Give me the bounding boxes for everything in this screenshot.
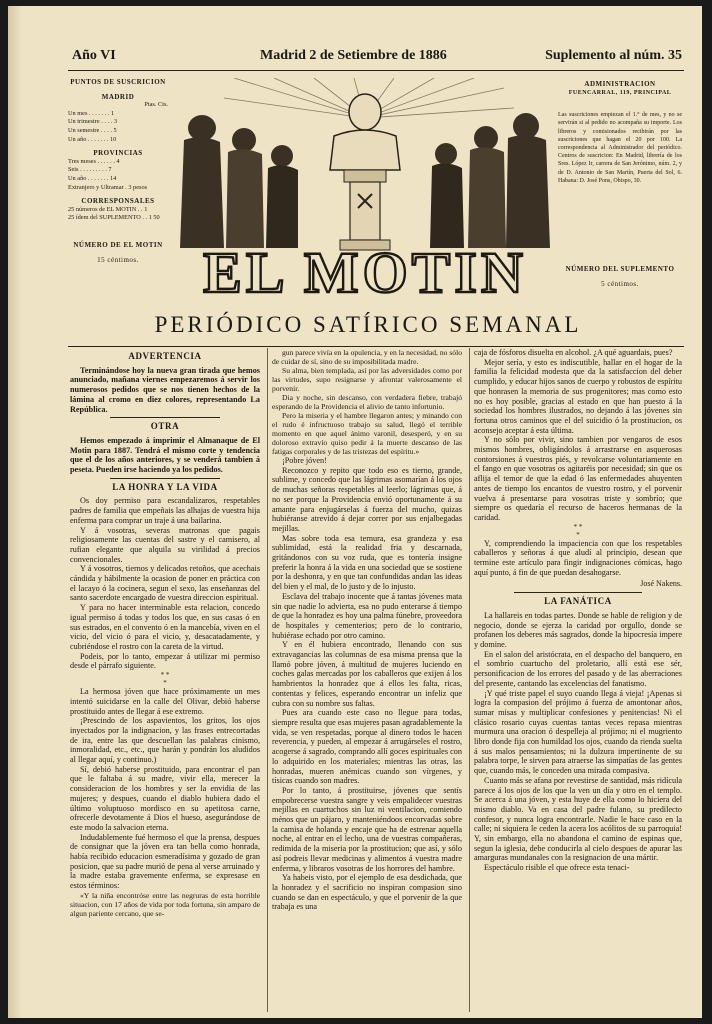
corresponsales-row: 25 ídem del SUPLEMENTO . . 1 50	[68, 214, 160, 222]
column-separator	[267, 348, 268, 1012]
fanatica-heading: LA FANÁTICA	[544, 596, 612, 607]
column-2	[272, 348, 462, 1012]
quoted-paragraph: Dia y noche, sin descanso, con verdadera fiebre, trabajó esperando de la Providencia el alivio de tanto infortunio.	[272, 393, 462, 411]
asterism: * * *	[573, 522, 583, 539]
administration-box	[558, 80, 682, 288]
otra-text: Hemos empezado á imprimir el Almanaque de El Motin para 1887. Tendrá el mismo corte y tendencia que el de los años anteriores, y se venderá tambien á peseta. Pueden irse haciendo ya los pedidos.	[70, 435, 260, 475]
administration-text: Las suscriciones empiezan el 1.° de mes, y no se servirán si al pedido no acompaña su importe. Los libreros y comisionados recibirán por las suscriciones que hagan el 20 por 100. La correspondencia al Administrador del periódico. Centros de suscricion: En Madrid, librería de los Sres. López Ir, carrera de San Jerónimo, núm. 2, y de D. Antonio de San Martín, Puerta del Sol, 6. Habana: D. José Pons, Obispo, 30.	[558, 112, 682, 184]
column-1	[70, 348, 260, 1012]
asterism: * * *	[160, 671, 170, 688]
paragraph: Indudablemente fué hermoso el que la prensa, despues de consignar que la jóven era tan bella como honrada, había recibido educacion esmeradísima y gozado de gran posicion, que su padre murió de pena al verse arruinado y la madre estaba gravemente enferma, se expresase en estos términos:	[70, 832, 260, 891]
central-bust	[330, 94, 400, 250]
paragraph: Y no sólo por vivir, sino tambien por vengaros de esos mismos hombres, obligándolos á arrastrarse en asquerosas contorsiones á vuestros piés, y revolcarse voluntariamente en el fango en que vosotras os agitaréis por necesidad; sin que os aflija el temor de que la edad ó las enfermedades ahuyenten antes de tiempo los encantos de vuestro rostro, y el porvenir vuelva á presentarse para vosotras triste y sombrío; que siempre os quedaría el recurso de haceros hermanas de la caridad.	[474, 435, 682, 522]
administration-title: ADMINISTRACION	[584, 80, 656, 88]
quoted-paragraph: gun parece vivía en la opulencia, y en la necesidad, no sólo de cuidar de sí, sino de su imposibilitada madre.	[272, 348, 462, 366]
madrid-column-label: Ptas. Cts.	[144, 101, 168, 109]
paragraph: Y en él hubiera encontrado, llenando con sus extravagancias las columnas de esa misma prensa que la llamó pobre jóven, á multitud de mujeres luciendo en coches galas mercadas por los caballeros que exijen á los hambrientos la honradez que á ellos les falta, ricas, contentas y felices, esperando encontrar un infeliz que cubra con su nombre sus faltas.	[272, 640, 462, 708]
paragraph: Y, comprendiendo la impaciencia con que los respetables caballeros y señoras á que aludí al principio, desean que termine este artículo para fingir indignaciones cómicas, hago aquí punto, á fin de que puedan desahogarse.	[474, 538, 682, 577]
divider	[514, 592, 642, 593]
paragraph: caja de fósforos disuelta en alcohol. ¿A qué aguardais, pues?	[474, 348, 673, 357]
paragraph: La hallareis en todas partes. Donde se hable de religion y de negocio, donde se ejerza la caridad por orgullo, donde se profanen los deberes más sagrados, donde la hipocresía impere y domine.	[474, 610, 682, 649]
paragraph: Y para no hacer interminable esta relacion, concedo igual permiso á todas y todos los que, en sus casas ó en sus estrados, en el convento ó en la mancebía, viven en el vicio, del vicio ó para el vicio, y, desacatadamente, y cubriéndose el rostro con la careta de la virtud.	[70, 603, 260, 651]
advertencia-text: Terminándose hoy la nueva gran tirada que hemos anunciado, mañana viernes empezaremos á servir los numerosos pedidos que se nos tienen hechos de la lámina al cromo en diez colores, representando La República.	[70, 365, 260, 414]
subtitle-rule	[68, 346, 684, 347]
provincias-row: Tres meses . . . . . . 4	[68, 157, 120, 165]
subscription-box	[68, 78, 168, 264]
author-signature: José Nakens.	[640, 579, 682, 589]
provincias-row: Un año . . . . . . . 14	[68, 174, 117, 182]
column-separator	[469, 348, 470, 1012]
administration-address: FUENCARRAL, 119, PRINCIPAL	[568, 89, 672, 96]
paragraph: Pues ara cuando este caso no llegue para todas, siempre resulta que esas mujeres pasan agradablemente la vida, se ven respetadas, porque al dinero todos le hacen reverencia, y pueden, al empezar á arrugárseles el rostro, acogerse á sagrado, comprando allí goces espirituales con lo adquirido en los materiales; mientras las otras, las honradas, mueren anémicas cuando son vírgenes, y tísicas cuando son madres.	[272, 708, 462, 786]
provincias-heading: PROVINCIAS	[93, 149, 143, 158]
madrid-row: Un mes . . . . . . . 1	[68, 109, 115, 117]
provincias-row: Seis . . . . . . . . . 7	[68, 166, 112, 174]
newspaper-page	[8, 6, 702, 1018]
madrid-heading: MADRID	[101, 92, 135, 101]
honra-heading: LA HONRA Y LA VIDA	[112, 481, 218, 492]
advertencia-heading: ADVERTENCIA	[128, 351, 202, 361]
masthead-illustration	[174, 78, 556, 306]
otra-heading: OTRA	[150, 421, 180, 432]
issue-year: Año VI	[72, 48, 116, 63]
divider	[110, 478, 220, 479]
paragraph: Cuanto más se afana por revestirse de santidad, más ridícula parece á los ojos de los que la ven un día y otro en el templo. Se acerca á una jóven, y esta huye de ella como lo hiciera del mismo diablo. Va en casa del padre fulano, su predilecto confesor, y nunca logra encontrarle. Nadie le hace caso en la calle; ni siquiera le ceden la acera los acólitos de su parroquia! Y, sin embargo, ella no abandona el camino de espinas que, segun la iglesia, debe conducirla al cielo despues de apurar las amarguras mundanales con la resignacion de una mártir.	[474, 775, 682, 863]
paragraph: Sí, debió haberse prostituido, para encontrar el pan que le faltaba á su madre, vivir ella, merecer la consideracion de los hombres y ser la envidia de las mujeres; y despues, cuando el diablo hubiera dado el último voluptuoso mordisco en su apetitosa carne, ofrecerle devotamente á Dios el hueso, asegurándose de este modo la salvacion eterna.	[70, 764, 260, 832]
quoted-paragraph: «Y la niña encontróse entre las negruras de esta horrible situacion, con 17 años de vida por toda fortuna, sin amparo de algun pariente cercano, que se-	[70, 890, 260, 918]
paragraph: Espectáculo risible el que ofrece esta tenaci-	[484, 863, 630, 873]
subscription-title: PUNTOS DE SUSCRICION	[70, 78, 166, 86]
madrid-row: Un año . . . . . . . 10	[68, 135, 117, 143]
paragraph: Esclava del trabajo inocente que á tantas jóvenes mata sin que nadie lo advierta, esa no pudo enterarse á tiempo de que la honradez es hoy una palma fúnebre, proveedora de hospitales y cementerios; pero de lo contrario, hubiérase echado por otro camino.	[272, 591, 462, 640]
paragraph: En el salon del aristócrata, en el despacho del banquero, en el sombrío cuartucho del proletario, allí está ese sér, personificacion de los errores del pasado y de las aberraciones del presente, cantando las excelencias del fanatismo.	[474, 649, 682, 688]
madrid-row: Un semestre . . . . 5	[68, 126, 117, 134]
paragraph: ¡Y qué triste papel el suyo cuando llega á vieja! ¡Apenas si logra la compasion del prójimo á fuerza de amontonar años, sumar misas y multiplicar confesiones y penitencias! Ni el clásico rosario cuyas cuentas tantas veces repasa mientras murmura una oracion ó despelleja al prójimo; ni el mugriento libro donde fija con humildad los ojos, cuando da rienda suelta á sus malos pensamientos; ni la dulzura impertinente de su palabra torpe, le sirven para atraerse las simpatías de las gentes que, cuando más, le conceden una mirada compasiva.	[474, 688, 682, 776]
masthead-title: EL MOTIN	[203, 240, 527, 305]
paragraph: Reconozco y repito que todo eso es tierno, grande, sublime, y concedo que las lágrimas asomarían á los ojos de muchas señoras respetables al leerlo; lágrimas que, á no ser porque la Providencia envió oportunamente á su amante para enjugárselas á fuerza del mucho, quizas hubiéranse atrevido á dejar correr por sus enjalbegadas mejillas.	[272, 465, 462, 533]
supplement-price-heading: NÚMERO DEL SUPLEMENTO	[565, 265, 675, 274]
price-value: 15 céntimos.	[97, 255, 139, 264]
paragraph: Ya habeis visto, por el ejemplo de esa desdichada, que la honradez y el sacrificio no inspiran compasion sino cuando se dan en espectáculo, y que el porvenir de la que trabaja es una	[272, 873, 462, 912]
header-rule	[68, 70, 684, 71]
divider	[110, 417, 220, 418]
header-line	[70, 46, 682, 72]
paragraph: Mejor sería, y esto es indiscutible, hallar en el hogar de la familia la felicidad modesta que da la satisfaccion del deber cumplido, y educar hijos sanos de cuerpo y robustos de espíritu que honrasen la memoria de sus progenitores; mas como esto no es hoy posible, gracias al estado en que han puesto á la sociedad los hombres ilustrados, no dejando á las jóvenes sin fortuna otros caminos que el del suicidio ó la prostitucion, os aconsejo aceptar á esta última.	[474, 357, 682, 435]
paragraph: Os doy permiso para escandalizaros, respetables padres de familia que empeñais las alhajas de vuestra hija enferma para comprar un traje á una bailarina.	[70, 496, 260, 525]
quoted-paragraph: Su alma, bien templada, así por las adversidades como por las virtudes, supo resignarse y afrontar valerosamente el porvenir.	[272, 366, 462, 393]
quoted-paragraph: Pero la miseria y el hambre llegaron antes; y minando con el rudo é infructuoso trabajo su salud, llegó el terrible momento en que aquel ánimo varonil, desesperó, y en su doloroso extravío quiso pedir á la muerte descanso de las fatigas corporales y de las tristezas del espíritu.»	[272, 411, 462, 456]
paragraph: Y á vosotros, tiernos y delicados retoños, que acechais cándida y hábilmente la ocasion de poner en práctica con el lacayo ó la cocinera, segun el sexo, las enseñanzas del santo sacerdote encargado de vuestra direccion espiritual.	[70, 564, 260, 603]
paragraph: Podeis, por lo tanto, empezar á utilizar mi permiso desde el párrafo siguiente.	[70, 651, 260, 671]
paragraph: ¡Prescindo de los aspavientos, los gritos, los ojos inyectados por la indignacion, y las frases entrecortadas de ira, entre las que descuellan las palabras cinismo, inmoralidad, etc., etc., que harán y pondrán los aludidos al llegar aquí, y continuo.)	[70, 716, 260, 765]
supplement-price-value: 5 céntimos.	[601, 279, 639, 288]
column-3	[474, 348, 682, 1012]
paragraph: Mas sobre toda esa ternura, esa grandeza y esa sublimidad, está la realidad fria y descarnada, gritándonos con su voz ruda, que es tontería insigne preferir la honra á la vida en una sociedad que se sostiene por la deshonra, y en que tan confundidas andan las ideas del bien y el mal, de lo justo y de lo injusto.	[272, 533, 462, 592]
provincias-row: Extranjero y Ultramar . 3 pesos	[68, 183, 148, 191]
supplement-number: Suplemento al núm. 35	[545, 48, 682, 63]
corresponsales-row: 25 números de EL MOTIN . . 1	[68, 205, 148, 213]
price-heading: NÚMERO DE EL MOTIN	[73, 240, 163, 249]
paragraph: La hermosa jóven que hace próximamente un mes intentó suicidarse en la calle del Olivar, debió haberse prostituido antes de llegar á ese extremo.	[70, 687, 260, 716]
corresponsales-heading: CORRESPONSALES	[81, 197, 155, 206]
paragraph: Y á vosotras, severas matronas que pagais religiosamente las cuentas del sastre y el camisero, al rufian elegante que alquila su virilidad á precios convencionales.	[70, 525, 260, 564]
subtitle: PERIÓDICO SATÍRICO SEMANAL	[154, 312, 582, 337]
paragraph: Por lo tanto, á prostituirse, jóvenes que sentís empobrecerse vuestra sangre y veis empalidecer vuestras mejillas en cuartuchos sin luz ni ventilacion, comiendo ménos que un pájaro, y manteniéndoos encorvadas sobre la camisa de holanda y encaje que ha de estrenar aquella noche, al entrar en el lecho, una de vuestras compañeras, redimida de la miseria por la prostitucion; que así, y sólo así podreis llevar medicinas y alimentos á vuestra madre enferma, y libraros vosotras de los horrores del hambre.	[272, 785, 462, 873]
page-edge-shadow	[8, 6, 22, 1018]
issue-date: Madrid 2 de Setiembre de 1886	[260, 48, 447, 63]
madrid-row: Un trimestre . . . . 3	[68, 118, 117, 126]
paragraph: ¡Pobre jóven!	[282, 456, 327, 465]
